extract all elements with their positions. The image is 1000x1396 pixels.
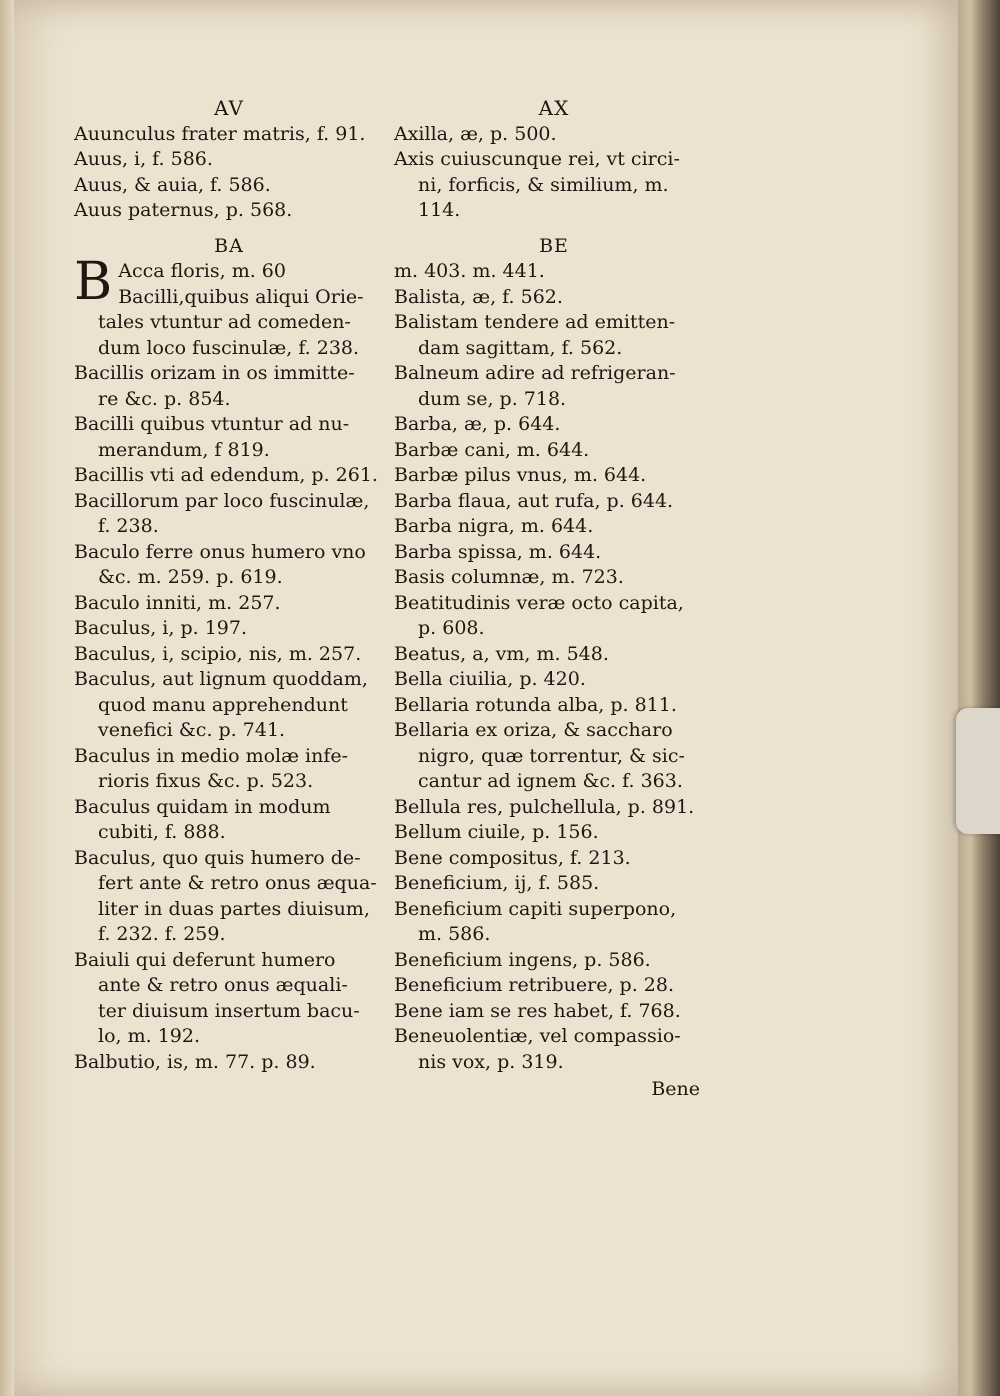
index-entry: Baculus, quo quis humero de-	[74, 846, 361, 869]
index-entry-cont: f. 232. f. 259.	[98, 923, 226, 945]
index-entry: Baculus quidam in modum	[74, 795, 331, 818]
index-entry-cont: ter diuisum insertum bacu-	[98, 999, 360, 1022]
index-entry: Beneficium, ij, f. 585.	[394, 872, 600, 894]
left-entry-list	[74, 361, 384, 1075]
index-entry-cont: venefici &c. p. 741.	[98, 719, 286, 741]
bookmark-tab	[956, 708, 1000, 834]
index-entry: Beneficium ingens, p. 586.	[394, 948, 651, 971]
index-entry: Bacillorum par loco fuscinulæ,	[74, 489, 370, 512]
index-entry: Bacillis vti ad edendum, p. 261.	[74, 464, 378, 486]
index-entry: Bacillis orizam in os immitte-	[74, 362, 355, 384]
index-entry: Balista, æ, f. 562.	[394, 285, 563, 308]
index-entry: Bellaria rotunda alba, p. 811.	[394, 693, 677, 716]
index-entry-cont: cantur ad ignem &c. f. 363.	[418, 770, 683, 792]
index-entry: Bellaria ex oriza, & saccharo	[394, 719, 673, 741]
index-entry: Balistam tendere ad emitten-	[394, 311, 676, 333]
index-entry: Barba spissa, m. 644.	[394, 540, 602, 563]
index-entry-cont: dam sagittam, f. 562.	[418, 336, 623, 359]
index-entry: Baculus in medio molæ infe-	[74, 744, 349, 767]
index-entry-cont: 114.	[418, 199, 461, 221]
index-entry: Baculo inniti, m. 257.	[74, 591, 281, 614]
index-entry: Bene compositus, f. 213.	[394, 846, 631, 869]
index-entry: Bellula res, pulchellula, p. 891.	[394, 795, 695, 818]
index-entry-cont: re &c. p. 854.	[98, 387, 231, 410]
page-edge-stack	[958, 0, 1000, 1396]
index-entry-cont: ante & retro onus æquali-	[98, 974, 348, 996]
index-entry: Baculus, aut lignum quoddam,	[74, 668, 368, 690]
index-entry-cont: fert ante & retro onus æqua-	[98, 872, 377, 894]
drop-cap-letter: B	[74, 259, 113, 310]
index-entry: Beneuolentiæ, vel compassio-	[394, 1025, 681, 1047]
index-entry: Auus paternus, p. 568.	[74, 199, 293, 221]
catchword: Bene	[651, 1078, 700, 1100]
index-entry-cont: f. 238.	[98, 515, 159, 537]
index-entry: Auunculus frater matris, f. 91.	[74, 122, 366, 145]
index-entry: Barba flaua, aut rufa, p. 644.	[394, 489, 674, 512]
index-entry-cont: cubiti, f. 888.	[98, 821, 226, 843]
right-entry-list	[394, 259, 714, 1075]
index-entry: Balbutio, is, m. 77. p. 89.	[74, 1050, 316, 1073]
index-entry: Auus, & auia, f. 586.	[74, 173, 271, 196]
index-entry: Baculus, i, p. 197.	[74, 617, 248, 639]
index-entry-cont: nigro, quæ torrentur, & sic-	[418, 744, 685, 767]
index-entry: Bacilli,quibus aliqui Orie-	[118, 285, 364, 308]
section-heading-ba: BA	[214, 234, 244, 257]
index-entry-cont: quod manu apprehendunt	[98, 693, 348, 716]
index-entry: Axilla, æ, p. 500.	[394, 122, 557, 145]
first-entry-block	[74, 259, 384, 310]
index-entry: Basis columnæ, m. 723.	[394, 566, 624, 588]
index-entry: Baculus, i, scipio, nis, m. 257.	[74, 642, 362, 665]
index-entry: Barba, æ, p. 644.	[394, 413, 561, 435]
index-entry: Baiuli qui deferunt humero	[74, 948, 336, 971]
index-entry-cont: p. 608.	[418, 617, 485, 639]
index-entry: Beatitudinis veræ octo capita,	[394, 591, 684, 614]
index-entry: Balneum adire ad refrigeran-	[394, 362, 676, 384]
index-entry-cont: m. 586.	[418, 923, 491, 945]
left-column	[74, 96, 384, 1075]
index-entry-cont: lo, m. 192.	[98, 1025, 200, 1047]
index-entry: Barbæ pilus vnus, m. 644.	[394, 464, 647, 486]
index-entry: Bella ciuilia, p. 420.	[394, 668, 586, 690]
index-entry: Barba nigra, m. 644.	[394, 515, 594, 537]
index-entry: m. 403. m. 441.	[394, 260, 545, 282]
index-entry-cont: rioris fixus &c. p. 523.	[98, 770, 314, 792]
index-entry-cont: &c. m. 259. p. 619.	[98, 566, 283, 588]
section-heading-be: BE	[539, 234, 569, 257]
index-entry-cont: ni, forficis, & similium, m.	[418, 173, 669, 196]
index-entry-cont: nis vox, p. 319.	[418, 1050, 564, 1073]
column-header-ax: AX	[538, 96, 570, 120]
index-entry-cont: liter in duas partes diuisum,	[98, 897, 370, 920]
ax-entry-list	[394, 122, 714, 224]
index-entry-cont: merandum, f 819.	[98, 438, 270, 461]
right-column	[394, 96, 714, 1103]
index-entry: Beatus, a, vm, m. 548.	[394, 642, 609, 665]
index-entry: Beneficium capiti superpono,	[394, 897, 677, 920]
index-entry: Acca floris, m. 60	[118, 260, 286, 282]
index-entry: Barbæ cani, m. 644.	[394, 438, 590, 461]
index-entry: Bene iam se res habet, f. 768.	[394, 999, 681, 1022]
index-entry-cont: tales vtuntur ad comeden-	[98, 311, 351, 333]
index-entry: Baculo ferre onus humero vno	[74, 540, 366, 563]
index-entry: Auus, i, f. 586.	[74, 148, 213, 170]
index-entry: Bellum ciuile, p. 156.	[394, 821, 599, 843]
index-entry: Beneficium retribuere, p. 28.	[394, 974, 674, 996]
index-entry: Bacilli quibus vtuntur ad nu-	[74, 413, 350, 435]
index-entry-cont: dum se, p. 718.	[418, 387, 567, 410]
index-entry: Axis cuiuscunque rei, vt circi-	[394, 148, 680, 170]
binding-gutter	[0, 0, 14, 1396]
column-header-av: AV	[214, 96, 244, 120]
index-entry-cont: dum loco fuscinulæ, f. 238.	[98, 336, 360, 359]
